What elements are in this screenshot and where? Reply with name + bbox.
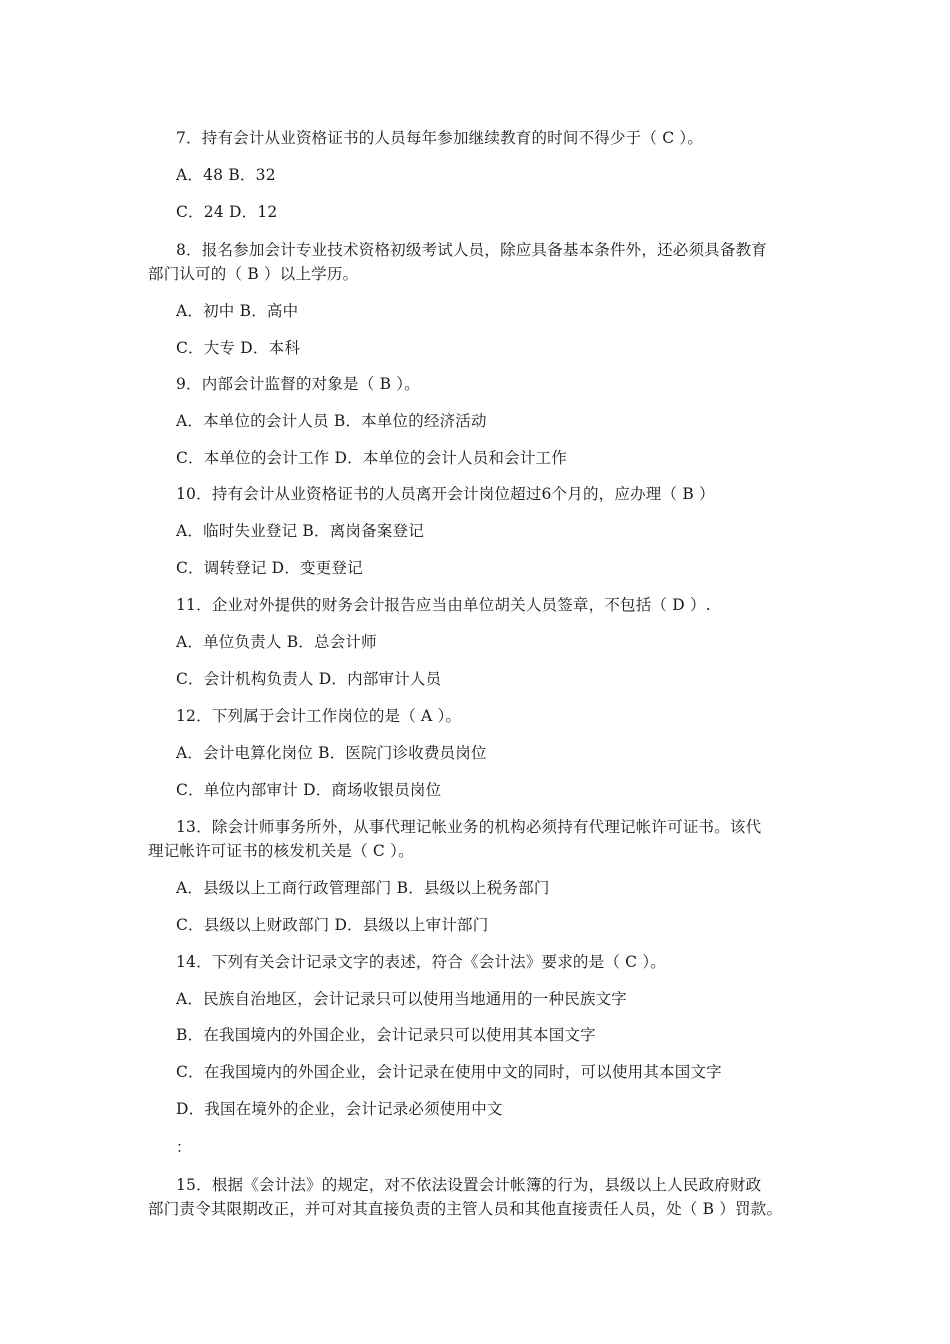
question-13-options-ab: A．县级以上工商行政管理部门 B．县级以上税务部门: [176, 879, 550, 897]
question-12-options-cd: C．单位内部审计 D．商场收银员岗位: [176, 781, 442, 799]
stray-colon-mark: ：: [176, 1138, 192, 1156]
question-7-options-cd: C．24 D．12: [176, 203, 278, 221]
question-14-option-d: D．我国在境外的企业，会计记录必须使用中文: [176, 1100, 503, 1118]
question-14-text: 14．下列有关会计记录文字的表述，符合《会计法》要求的是（ C ）。: [176, 953, 666, 971]
question-8-options-cd: C．大专 D．本科: [176, 339, 301, 357]
question-8-options-ab: A．初中 B．高中: [176, 302, 299, 320]
question-14-option-b: B．在我国境内的外国企业，会计记录只可以使用其本国文字: [176, 1026, 596, 1044]
question-12-options-ab: A．会计电算化岗位 B．医院门诊收费员岗位: [176, 744, 487, 762]
question-10-text: 10．持有会计从业资格证书的人员离开会计岗位超过6个月的，应办理（ B ）: [176, 485, 715, 503]
question-9-options-cd: C．本单位的会计工作 D．本单位的会计人员和会计工作: [176, 449, 567, 467]
question-8-text-line2: 部门认可的（ B ）以上学历。: [148, 265, 359, 283]
question-8-text-line1: 8．报名参加会计专业技术资格初级考试人员，除应具备基本条件外，还必须具备教育: [176, 241, 767, 259]
question-12-text: 12．下列属于会计工作岗位的是（ A ）。: [176, 707, 462, 725]
question-9-text: 9．内部会计监督的对象是（ B ）。: [176, 375, 420, 393]
question-10-options-ab: A．临时失业登记 B．离岗备案登记: [176, 522, 424, 540]
question-15-text-line2: 部门责令其限期改正，并可对其直接负责的主管人员和其他直接责任人员，处（ B ）罚款。: [148, 1200, 783, 1218]
question-11-options-cd: C．会计机构负责人 D．内部审计人员: [176, 670, 442, 688]
question-7-text: 7．持有会计从业资格证书的人员每年参加继续教育的时间不得少于（ C ）。: [176, 129, 704, 147]
question-13-options-cd: C．县级以上财政部门 D．县级以上审计部门: [176, 916, 489, 934]
question-11-options-ab: A．单位负责人 B．总会计师: [176, 633, 377, 651]
question-13-text-line2: 理记帐许可证书的核发机关是（ C ）。: [148, 842, 414, 860]
question-9-options-ab: A．本单位的会计人员 B．本单位的经济活动: [176, 412, 487, 430]
question-11-text: 11．企业对外提供的财务会计报告应当由单位胡关人员签章，不包括（ D ）.: [176, 596, 711, 614]
question-7-options-ab: A．48 B．32: [176, 166, 276, 184]
question-14-option-c: C．在我国境内的外国企业，会计记录在使用中文的同时，可以使用其本国文字: [176, 1063, 722, 1081]
question-15-text-line1: 15．根据《会计法》的规定，对不依法设置会计帐簿的行为，县级以上人民政府财政: [176, 1176, 762, 1194]
question-14-option-a: A．民族自治地区，会计记录只可以使用当地通用的一种民族文字: [176, 990, 627, 1008]
question-10-options-cd: C．调转登记 D．变更登记: [176, 559, 363, 577]
question-13-text-line1: 13．除会计师事务所外，从事代理记帐业务的机构必须持有代理记帐许可证书。该代: [176, 818, 762, 836]
